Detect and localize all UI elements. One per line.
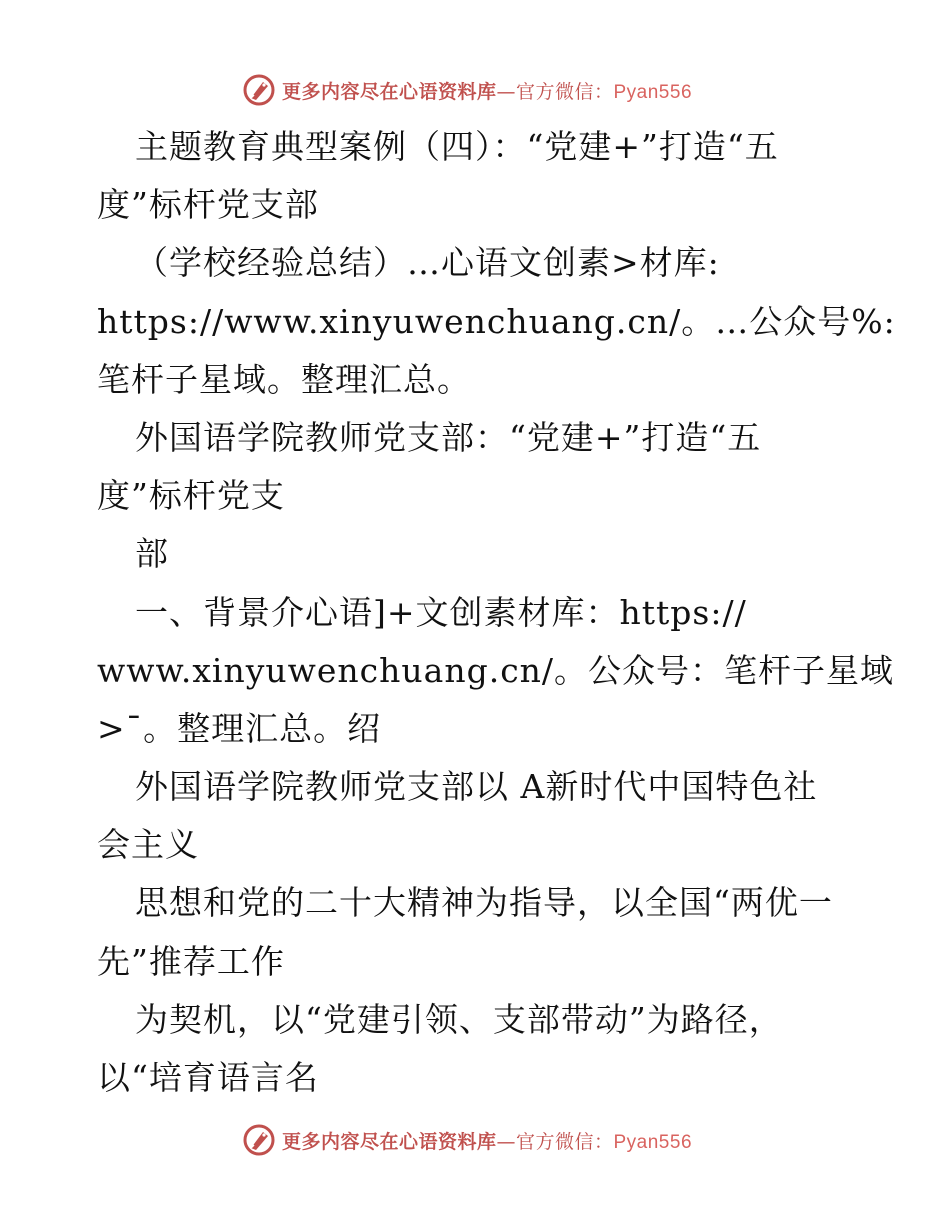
doc-title-line-1: 主题教育典型案例（四）：“党建+”打造“五 [135, 127, 779, 166]
doc-line-16: 为契机，以“党建引领、支部带动”为路径， [135, 999, 783, 1039]
footer-banner [0, 1120, 950, 1160]
header-banner [0, 70, 950, 110]
doc-line-12: 外国语学院教师党支部以 A新时代中国特色社 [135, 767, 818, 807]
header-banner-wechat: Pyan556 [613, 81, 693, 103]
footer-banner-text [282, 1127, 692, 1154]
footer-banner-main: 更多内容尽在心语资料库 [281, 1130, 497, 1153]
document-body [97, 118, 896, 1107]
header-banner-content [242, 73, 692, 107]
header-banner-dash: — [496, 80, 516, 103]
footer-banner-official: 官方微信： [515, 1130, 614, 1153]
doc-line-9: 一、背景介心语]+文创素材库：https:// [135, 592, 747, 632]
footer-banner-dash: — [496, 1130, 516, 1153]
doc-line-17: 以“培育语言名 [97, 1058, 319, 1097]
footer-banner-wechat: Pyan556 [613, 1131, 693, 1153]
doc-line-14: 思想和党的二十大精神为指导，以全国“两优一 [135, 883, 833, 923]
doc-line-7: 度”标杆党支 [97, 476, 285, 516]
doc-line-8: 部 [135, 534, 169, 574]
doc-line-4: https://www.xinyuwenchuang.cn/。…公众号%: [97, 301, 896, 341]
header-banner-official: 官方微信： [515, 80, 614, 103]
doc-line-13: 会主义 [97, 825, 199, 865]
pen-nib-logo-icon [242, 1123, 276, 1157]
footer-banner-content [242, 1123, 692, 1157]
doc-line-10: www.xinyuwenchuang.cn/。公众号：笔杆子星域 [97, 650, 895, 690]
doc-line-6: 外国语学院教师党支部：“党建+”打造“五 [135, 417, 762, 457]
pen-nib-logo-icon [242, 73, 276, 107]
header-banner-text [282, 77, 692, 104]
doc-line-5: 笔杆子星域。整理汇总。 [97, 359, 471, 399]
doc-line-15: 先”推荐工作 [97, 941, 285, 981]
doc-title-line-2: 度”标杆党支部 [97, 185, 319, 225]
doc-line-3: （学校经验总结）…心语文创素>材库: [135, 243, 720, 283]
doc-line-11: >¯。整理汇总。绍 [97, 708, 382, 748]
header-banner-main: 更多内容尽在心语资料库 [281, 80, 497, 103]
